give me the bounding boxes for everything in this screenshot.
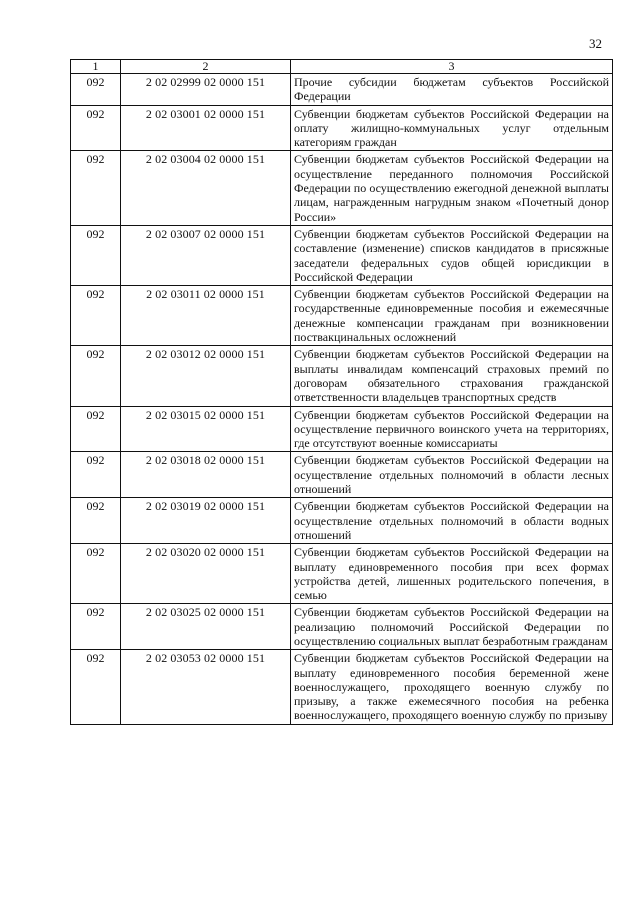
table-row [71,346,613,406]
table-row [71,74,613,106]
income-code-cell: 2 02 03025 02 0000 151 [121,604,291,650]
table-row [71,498,613,544]
admin-code-cell: 092 [71,650,121,724]
admin-code-cell: 092 [71,74,121,106]
table-row [71,151,613,225]
header-col-3: 3 [291,60,613,74]
income-name-cell: Субвенции бюджетам субъектов Российской Федерации на выплаты инвалидам компенсаций страховых премий по договорам обязательного страхования гражданской ответственности владельцев транспортных средств [291,346,613,406]
table-row [71,286,613,346]
admin-code-cell: 092 [71,452,121,498]
income-name-cell: Субвенции бюджетам субъектов Российской Федерации на реализацию полномочий Российской Федерации по осуществлению социальных выплат безработным гражданам [291,604,613,650]
income-code-cell: 2 02 03012 02 0000 151 [121,346,291,406]
table-row [71,650,613,724]
admin-code-cell: 092 [71,225,121,285]
income-name-cell: Субвенции бюджетам субъектов Российской Федерации на осуществление отдельных полномочий в области водных отношений [291,498,613,544]
income-name-cell: Субвенции бюджетам субъектов Российской Федерации на осуществление отдельных полномочий в области лесных отношений [291,452,613,498]
table-row [71,544,613,604]
income-code-cell: 2 02 03001 02 0000 151 [121,105,291,151]
admin-code-cell: 092 [71,604,121,650]
income-name-cell: Субвенции бюджетам субъектов Российской Федерации на составление (изменение) списков кандидатов в присяжные заседатели федеральных судов общей юрисдикции в Российской Федерации [291,225,613,285]
page-number: 32 [589,36,602,51]
income-code-cell: 2 02 03015 02 0000 151 [121,406,291,452]
income-name-cell: Прочие субсидии бюджетам субъектов Российской Федерации [291,74,613,106]
header-col-2: 2 [121,60,291,74]
income-code-cell: 2 02 03007 02 0000 151 [121,225,291,285]
admin-code-cell: 092 [71,346,121,406]
income-code-cell: 2 02 03011 02 0000 151 [121,286,291,346]
table-header-row [71,60,613,74]
table-row [71,225,613,285]
table-row [71,604,613,650]
header-col-1: 1 [71,60,121,74]
income-name-cell: Субвенции бюджетам субъектов Российской Федерации на выплату единовременного пособия при всех формах устройства детей, лишенных родительского попечения, в семью [291,544,613,604]
table-row [71,105,613,151]
income-code-cell: 2 02 02999 02 0000 151 [121,74,291,106]
income-code-cell: 2 02 03053 02 0000 151 [121,650,291,724]
admin-code-cell: 092 [71,286,121,346]
admin-code-cell: 092 [71,544,121,604]
income-code-cell: 2 02 03004 02 0000 151 [121,151,291,225]
income-name-cell: Субвенции бюджетам субъектов Российской Федерации на государственные единовременные пособия и ежемесячные денежные компенсации гражданам при возникновении поствакцинальных осложнений [291,286,613,346]
budget-classification-table [70,59,613,725]
admin-code-cell: 092 [71,105,121,151]
income-code-cell: 2 02 03020 02 0000 151 [121,544,291,604]
income-name-cell: Субвенции бюджетам субъектов Российской Федерации на выплату единовременного пособия беременной жене военнослужащего, проходящего военную службу по призыву, а также ежемесячного пособия на ребенка военнослужащего, проходящего военную службу по призыву [291,650,613,724]
table-row [71,406,613,452]
income-code-cell: 2 02 03018 02 0000 151 [121,452,291,498]
income-code-cell: 2 02 03019 02 0000 151 [121,498,291,544]
admin-code-cell: 092 [71,406,121,452]
table-row [71,452,613,498]
income-name-cell: Субвенции бюджетам субъектов Российской Федерации на осуществление первичного воинского учета на территориях, где отсутствуют военные комиссариаты [291,406,613,452]
income-name-cell: Субвенции бюджетам субъектов Российской Федерации на осуществление переданного полномочия Российской Федерации по осуществлению ежегодной денежной выплаты лицам, награжденным нагрудным знаком «Почетный донор России» [291,151,613,225]
admin-code-cell: 092 [71,151,121,225]
income-name-cell: Субвенции бюджетам субъектов Российской Федерации на оплату жилищно-коммунальных услуг отдельным категориям граждан [291,105,613,151]
admin-code-cell: 092 [71,498,121,544]
